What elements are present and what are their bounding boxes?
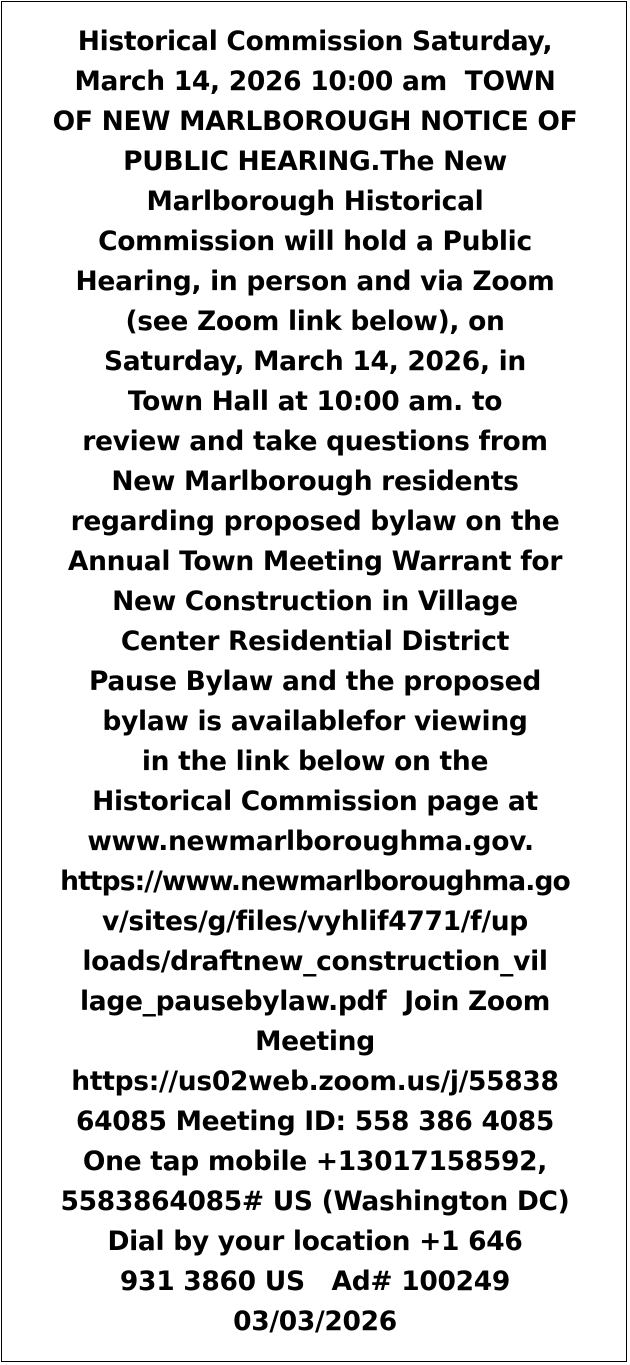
notice-line: Historical Commission page at xyxy=(92,786,538,817)
notice-line: New Marlborough residents xyxy=(111,466,519,497)
notice-line: in the link below on the xyxy=(141,746,489,777)
notice-line: New Construction in Village xyxy=(112,586,518,617)
notice-line: Dial by your location +1 646 xyxy=(107,1226,523,1257)
zoom-meeting-link[interactable]: https://us02web.zoom.us/j/55838 xyxy=(71,1066,559,1097)
bylaw-pdf-link[interactable]: https://www.newmarlboroughma.go xyxy=(60,866,570,897)
notice-line: Hearing, in person and via Zoom xyxy=(75,266,555,297)
notice-line: Town Hall at 10:00 am. to xyxy=(127,386,503,417)
notice-line: Meeting xyxy=(255,1026,375,1057)
notice-line: Commission will hold a Public xyxy=(98,226,532,257)
notice-line: Center Residential District xyxy=(120,626,510,657)
notice-line: March 14, 2026 10:00 am TOWN xyxy=(74,66,556,97)
notice-line: Marlborough Historical xyxy=(146,186,484,217)
notice-line: One tap mobile +13017158592, xyxy=(82,1146,548,1177)
notice-line: regarding proposed bylaw on the xyxy=(70,506,560,537)
notice-line: lage_pausebylaw.pdf Join Zoom xyxy=(79,986,551,1017)
notice-line: 5583864085# US (Washington DC) xyxy=(60,1186,570,1217)
public-hearing-notice xyxy=(0,22,630,1342)
notice-line: review and take questions from xyxy=(82,426,548,457)
notice-line: OF NEW MARLBOROUGH NOTICE OF xyxy=(52,106,578,137)
notice-line: Pause Bylaw and the proposed xyxy=(89,666,541,697)
bylaw-pdf-link[interactable]: v/sites/g/files/vyhlif4771/f/up xyxy=(102,906,528,937)
notice-date: 03/03/2026 xyxy=(233,1306,397,1337)
notice-line: Historical Commission Saturday, xyxy=(77,26,553,57)
notice-line: 931 3860 US Ad# 100249 xyxy=(119,1266,511,1297)
notice-line: Saturday, March 14, 2026, in xyxy=(103,346,526,377)
notice-line: (see Zoom link below), on xyxy=(125,306,505,337)
notice-line: 64085 Meeting ID: 558 386 4085 xyxy=(75,1106,555,1137)
notice-line: PUBLIC HEARING.The New xyxy=(123,146,507,177)
bylaw-pdf-link[interactable]: loads/draftnew_construction_vil xyxy=(82,946,548,977)
website-link[interactable]: www.newmarlboroughma.gov. xyxy=(87,826,543,857)
notice-line: Annual Town Meeting Warrant for xyxy=(67,546,563,577)
notice-line: bylaw is availablefor viewing xyxy=(102,706,528,737)
